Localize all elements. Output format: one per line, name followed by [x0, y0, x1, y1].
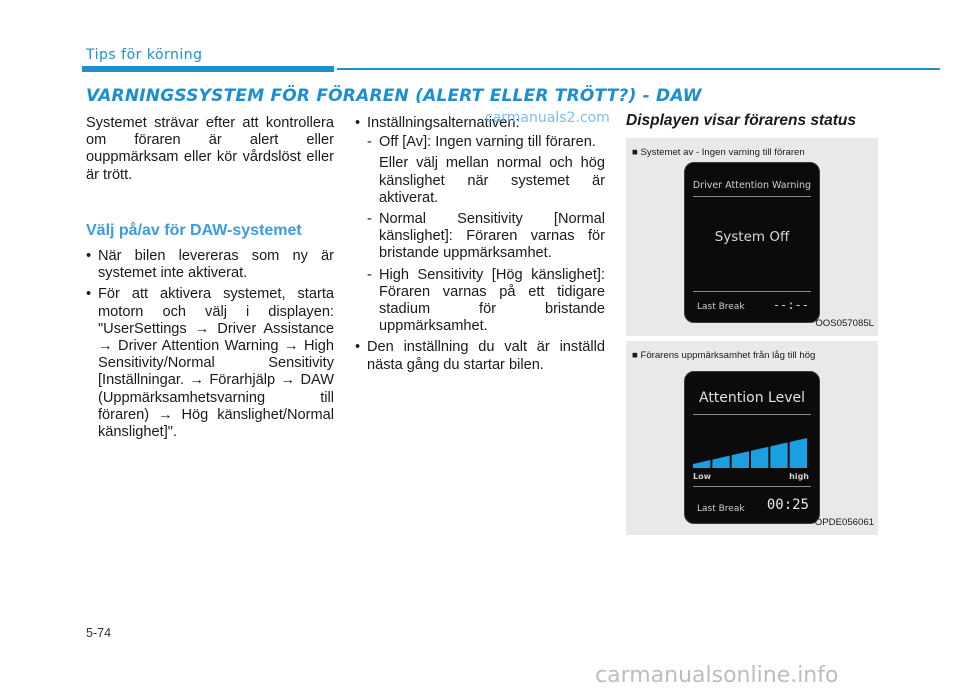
page-number: 5-74 — [86, 626, 112, 640]
option-normal: - Normal Sensitivity [Normal känslighet]: Föraren varnas för bristande uppmärksamhet. — [355, 211, 605, 263]
divider — [693, 196, 811, 197]
header-rule-thin — [337, 68, 940, 70]
figure-caption: ■ Systemet av - Ingen varning till föraren — [632, 147, 805, 159]
last-break-label: Last Break — [697, 504, 745, 515]
intro-paragraph: Systemet strävar efter att kontrollera om föraren är alert eller ouppmärksam eller kör vårdslöst eller är trött. — [86, 115, 334, 183]
column-middle — [355, 115, 605, 378]
watermark-bottom: carmanualsonline.info — [595, 663, 839, 688]
level-segment — [751, 447, 768, 468]
high-label: high — [789, 472, 809, 482]
options-list — [355, 134, 605, 151]
level-segment — [712, 456, 729, 468]
last-break-value: --:-- — [772, 298, 809, 313]
last-break-label: Last Break — [697, 302, 745, 313]
divider — [693, 414, 811, 415]
level-segment — [732, 451, 749, 468]
option-high: - High Sensitivity [Hög känslighet]: Föraren varnas på ett tidigare stadium för bristande uppmärksamhet. — [355, 267, 605, 336]
figure-attention-level — [626, 341, 878, 535]
watermark-center: carmanuals2.com — [485, 110, 610, 126]
figure-system-off — [626, 138, 878, 336]
display-heading: Displayen visar förarens status — [626, 112, 857, 129]
bullet-item: • För att aktivera systemet, starta motorn och välj i displayen: "UserSettings → Driver Assistance → Driver Attention Warning → High Sensitivity/Normal Sensitivity [Inställningar. → Förarhjälp → DAW (Uppmärksamhetsvarning till föraren) → Hög känslighet/Normal känslighet]". — [86, 286, 334, 441]
subheading-daw-toggle: Välj på/av för DAW-systemet — [86, 221, 302, 239]
bullet-list — [86, 248, 334, 441]
column-left — [86, 115, 334, 445]
low-label: Low — [693, 472, 711, 482]
option-off: - Off [Av]: Ingen varning till föraren. — [355, 134, 605, 151]
level-segment — [790, 438, 807, 468]
level-segment — [693, 460, 710, 468]
cluster-screen — [684, 162, 820, 323]
bullet-list — [355, 115, 605, 374]
attention-level-graph — [693, 438, 807, 468]
header-rule-thick — [82, 66, 334, 72]
level-segment — [770, 443, 787, 469]
divider — [693, 486, 811, 487]
column-right — [626, 112, 878, 535]
screen-title: Driver Attention Warning — [692, 180, 812, 192]
bullet-item: • När bilen levereras som ny är systemet inte aktiverat. — [86, 248, 334, 282]
screen-title: Attention Level — [698, 390, 806, 407]
bullet-item-saved: • Den inställning du valt är inställd nästa gång du startar bilen. — [355, 339, 605, 373]
section-label: Tips för körning — [86, 47, 203, 63]
options-list — [355, 211, 605, 335]
last-break-value: 00:25 — [766, 497, 809, 514]
figure-caption: ■ Förarens uppmärksamhet från låg till hög — [632, 350, 816, 362]
options-intro: • Inställningsalternativen: — [367, 115, 520, 131]
divider — [693, 291, 811, 292]
cluster-screen — [684, 371, 820, 524]
figure-code: OOS057085L — [815, 318, 874, 329]
figure-code: OPDE056061 — [814, 517, 874, 528]
page-title: VARNINGSSYSTEM FÖR FÖRAREN (ALERT ELLER TRÖTT?) - DAW — [86, 86, 702, 106]
bullet-item-options — [355, 115, 605, 335]
status-text: System Off — [714, 229, 790, 246]
option-off-continuation: Eller välj mellan normal och hög känslighet när systemet är aktiverat. — [379, 155, 605, 206]
